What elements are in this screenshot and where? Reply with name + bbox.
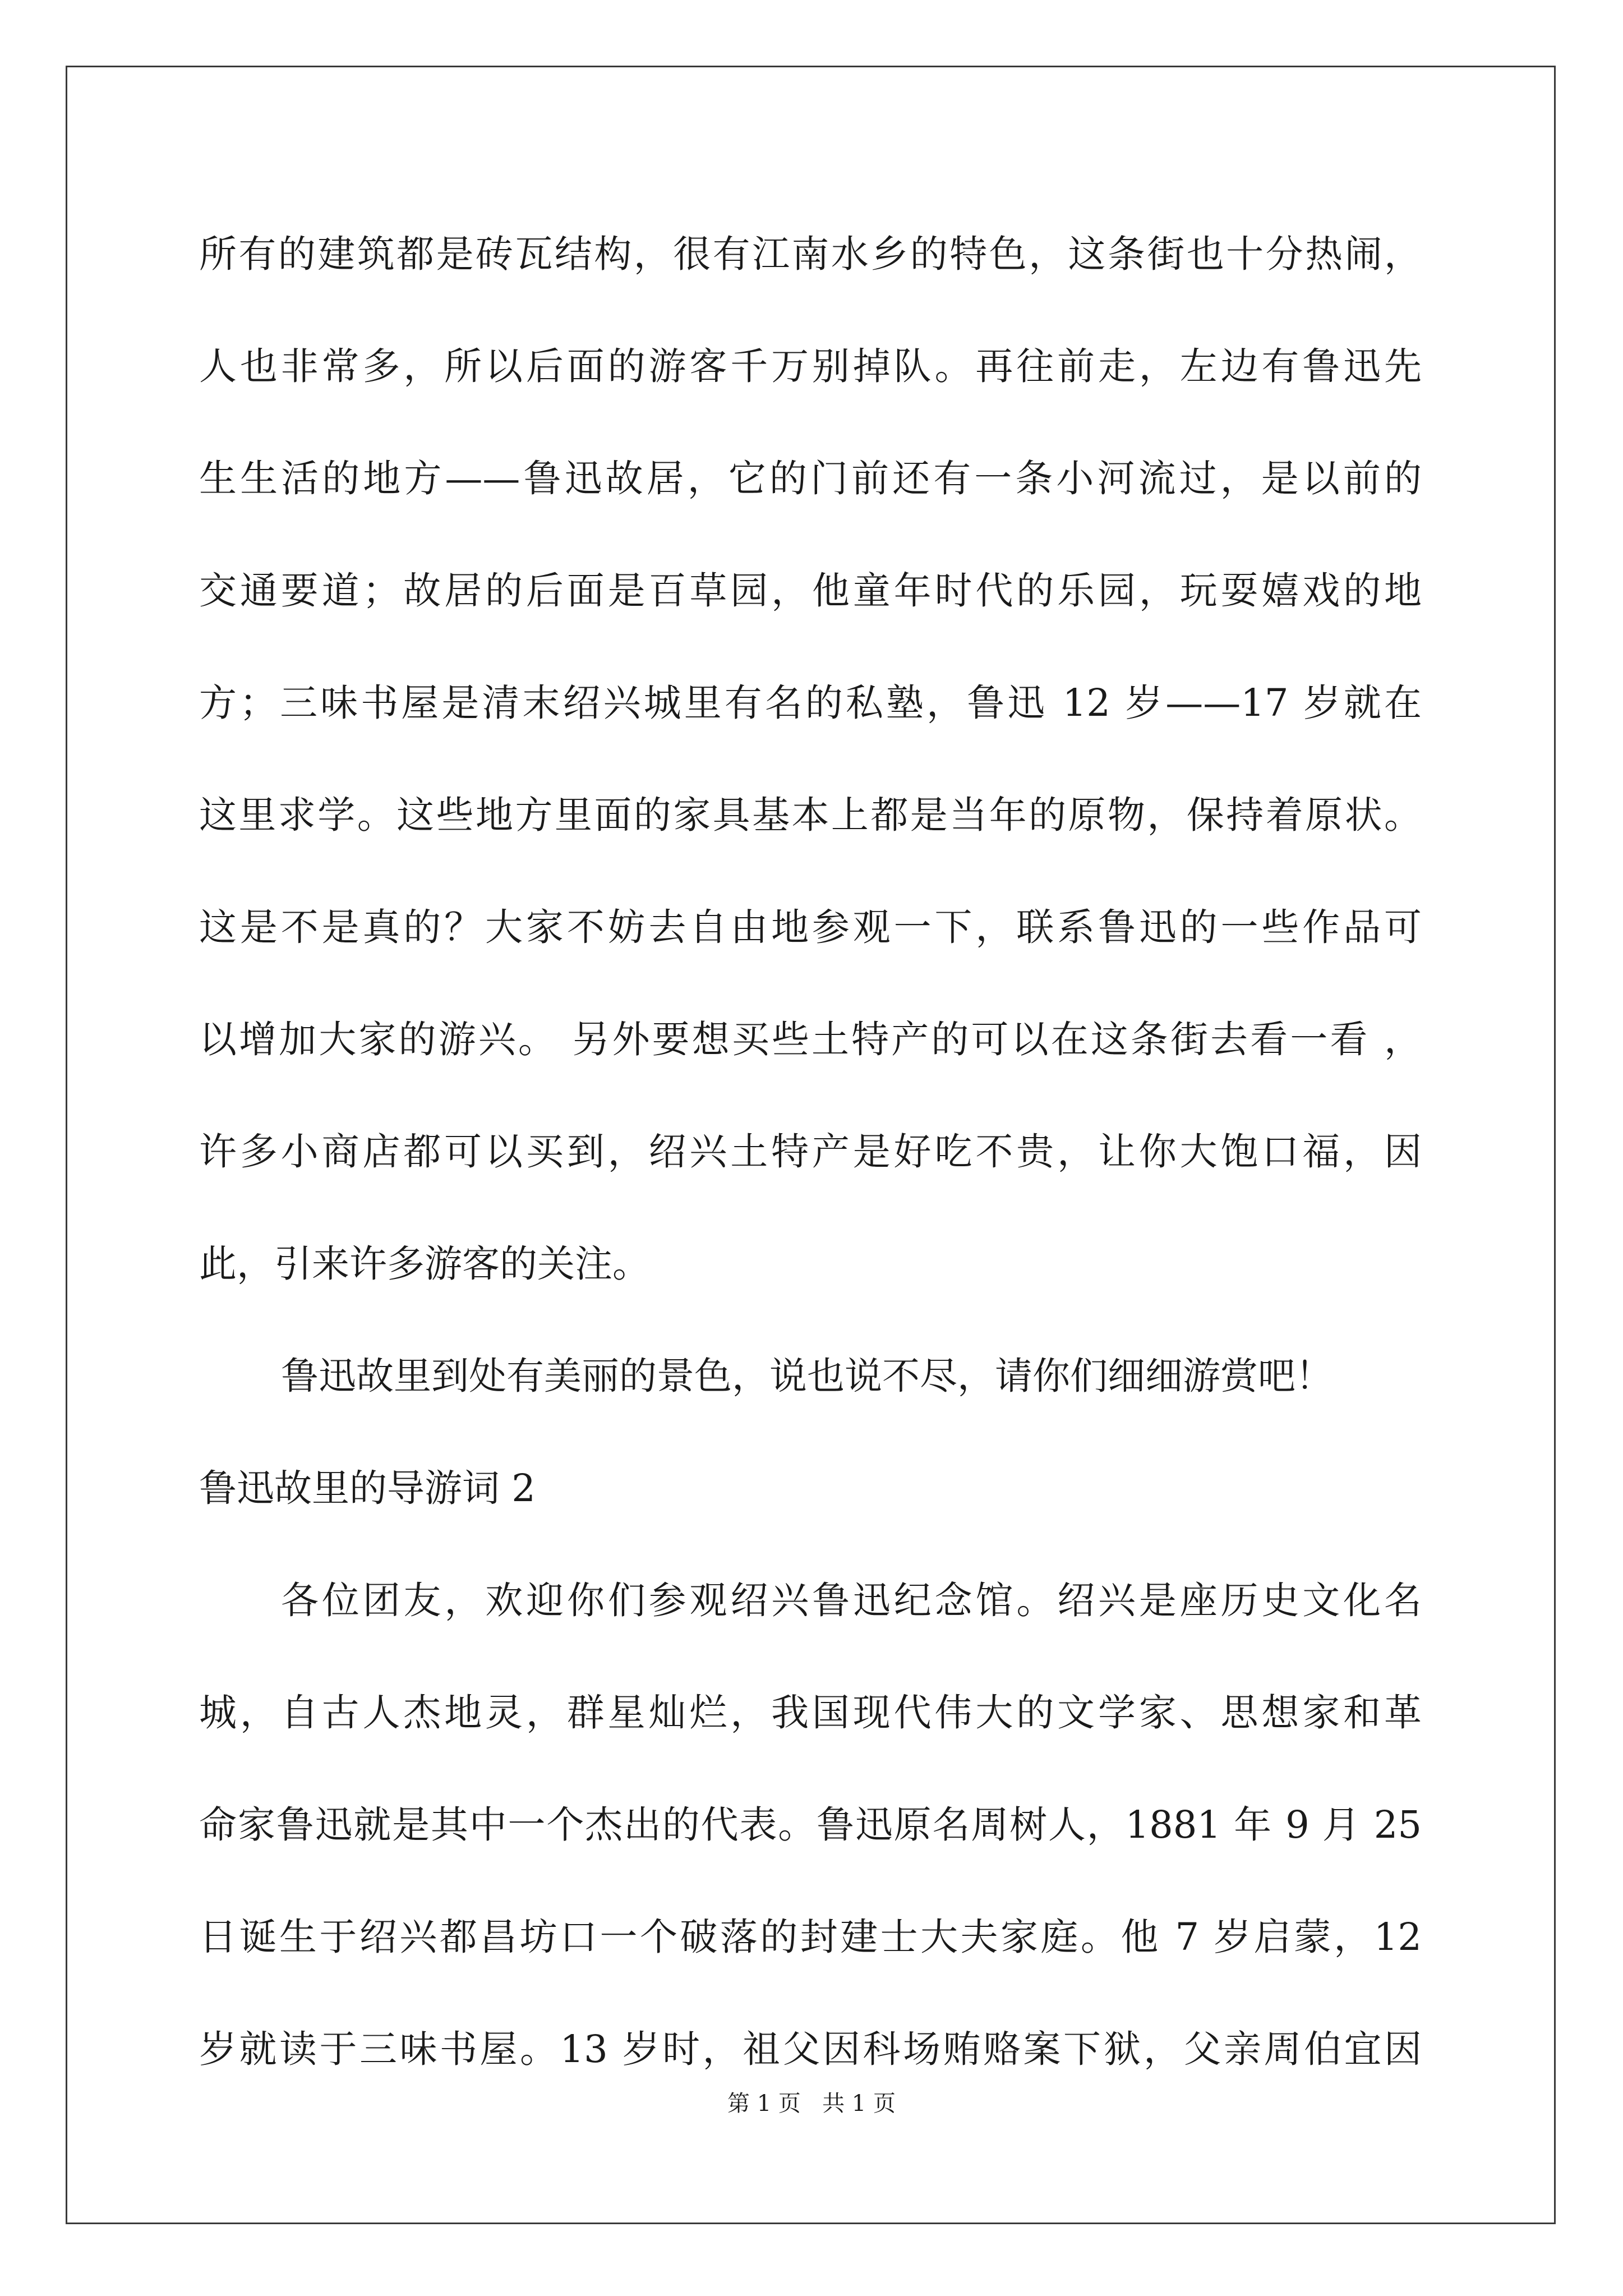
text-line: 命家鲁迅就是其中一个杰出的代表。鲁迅原名周树人，1881 年 9 月 25 [199,1803,1422,1847]
text-line: 岁就读于三味书屋。13 岁时，祖父因科场贿赂案下狱，父亲周伯宜因 [199,2027,1422,2071]
section-heading: 鲁迅故里的导游词 2 [199,1466,536,1510]
document-body [199,198,1422,2105]
text-line: 生生活的地方——鲁迅故居，它的门前还有一条小河流过，是以前的 [199,457,1422,500]
paragraph-line: 各位团友，欢迎你们参观绍兴鲁迅纪念馆。绍兴是座历史文化名 [281,1579,1422,1622]
page-footer: 第 1 页 共 1 页 [727,2091,896,2116]
text-line: 许多小商店都可以买到，绍兴土特产是好吃不贵，让你大饱口福，因 [199,1130,1422,1174]
text-line: 城，自古人杰地灵，群星灿烂，我国现代伟大的文学家、思想家和革 [199,1691,1422,1734]
text-line: 方；三味书屋是清末绍兴城里有名的私塾，鲁迅 12 岁——17 岁就在 [199,681,1422,725]
text-line: 日诞生于绍兴都昌坊口一个破落的封建士大夫家庭。他 7 岁启蒙，12 [199,1915,1422,1959]
paragraph-line: 鲁迅故里到处有美丽的景色，说也说不尽，请你们细细游赏吧！ [281,1354,1333,1398]
text-line: 所有的建筑都是砖瓦结构，很有江南水乡的特色，这条街也十分热闹， [199,232,1422,276]
text-line: 以增加大家的游兴。 另外要想买些土特产的可以在这条街去看一看 ， [199,1018,1422,1061]
text-line: 人也非常多，所以后面的游客千万别掉队。再往前走，左边有鲁迅先 [199,344,1422,388]
text-line: 交通要道；故居的后面是百草园，他童年时代的乐园，玩耍嬉戏的地 [199,569,1422,613]
text-line: 这是不是真的？大家不妨去自由地参观一下，联系鲁迅的一些作品可 [199,905,1422,949]
text-line: 此，引来许多游客的关注。 [199,1242,650,1286]
text-line: 这里求学。这些地方里面的家具基本上都是当年的原物，保持着原状。 [199,793,1422,837]
